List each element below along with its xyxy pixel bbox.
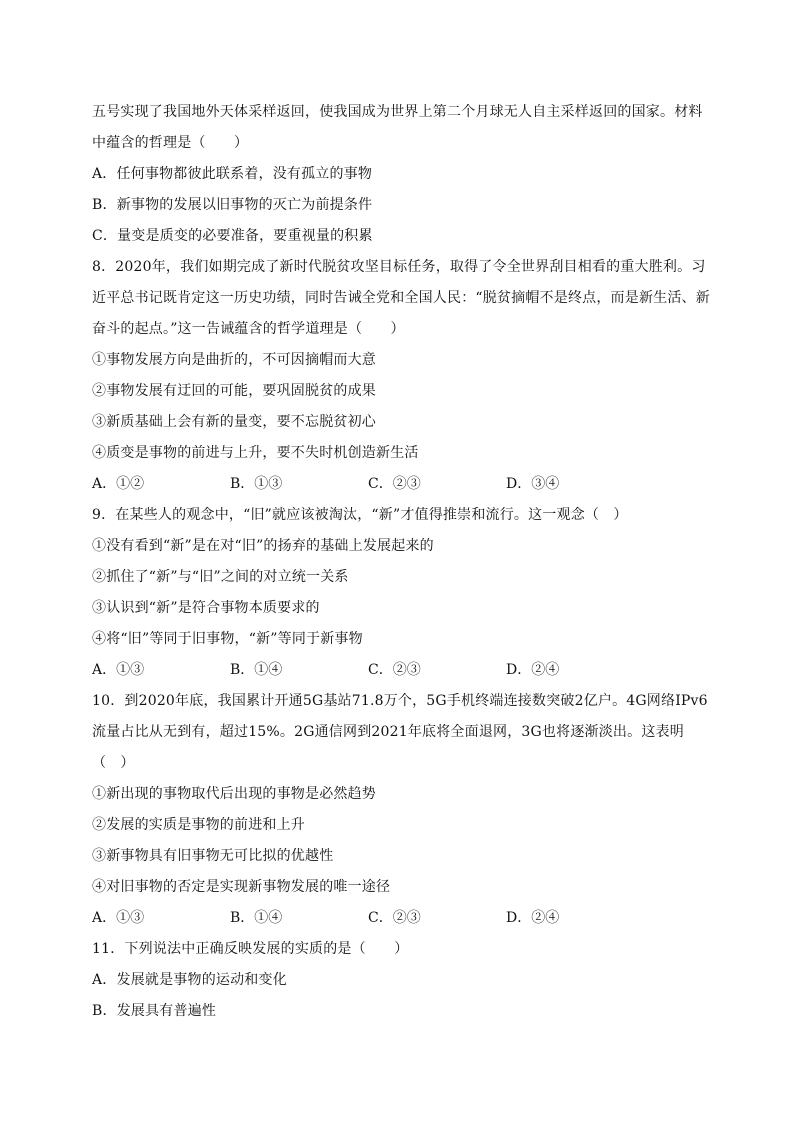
question-7-choice-a: A．任何事物都彼此联系着，没有孤立的事物 [92,166,373,182]
question-7-stem-line-2: 中蕴含的哲理是（ ） [92,135,249,151]
question-9-option-b: B．①④ [230,662,283,678]
question-9-option-c: C．②③ [368,662,421,678]
question-10-stem-line-1: 10．到2020年底，我国累计开通5G基站71.8万个，5G手机终端连接数突破2亿户。4G网络IPv6 [92,693,708,709]
question-8-statement-2: ②事物发展有迂回的可能，要巩固脱贫的成果 [92,383,376,399]
question-10 [92,686,712,934]
question-9-statement-2: ②抓住了“新”与“旧”之间的对立统一关系 [92,569,349,585]
question-9-statement-4: ④将“旧”等同于旧事物，“新”等同于新事物 [92,631,363,647]
question-8-option-a: A．①② [92,476,145,492]
question-8-option-c: C．②③ [368,476,421,492]
question-10-option-a: A．①③ [92,910,145,926]
question-10-statement-2: ②发展的实质是事物的前进和上升 [92,817,305,833]
question-10-option-c: C．②③ [368,910,421,926]
question-10-stem-line-3: （ ） [92,755,135,771]
question-8-statement-4: ④质变是事物的前进与上升，要不失时机创造新生活 [92,445,419,461]
question-7-choice-c: C．量变是质变的必要准备，要重视量的积累 [92,228,373,244]
question-11-choice-a: A．发展就是事物的运动和变化 [92,972,287,988]
question-8-options [92,469,712,500]
question-10-statement-1: ①新出现的事物取代后出现的事物是必然趋势 [92,786,376,802]
question-8-stem-line-2: 近平总书记既肯定这一历史功绩，同时告诫全党和全国人民：“脱贫摘帽不是终点，而是新生活、新 [92,290,710,306]
question-8-stem-line-3: 奋斗的起点。”这一告诫蕴含的哲学道理是（ ） [92,321,405,337]
question-7 [92,97,712,252]
question-9-option-a: A．①③ [92,662,145,678]
question-11-choice-b: B．发展具有普遍性 [92,1003,217,1019]
question-10-statement-4: ④对旧事物的否定是实现新事物发展的唯一途径 [92,879,391,895]
question-8-statement-3: ③新质基础上会有新的量变，要不忘脱贫初心 [92,414,376,430]
question-7-stem-line-1: 五号实现了我国地外天体采样返回，使我国成为世界上第二个月球无人自主采样返回的国家。材料 [92,104,703,120]
question-9-options [92,655,712,686]
question-8 [92,252,712,500]
question-list [92,97,712,1027]
question-10-statement-3: ③新事物具有旧事物无可比拟的优越性 [92,848,334,864]
question-9-option-d: D．②④ [506,662,560,678]
question-9 [92,500,712,686]
question-11-stem-line-1: 11．下列说法中正确反映发展的实质的是（ ） [92,941,409,957]
question-8-stem-line-1: 8．2020年，我们如期完成了新时代脱贫攻坚目标任务，取得了令全世界刮目相看的重大胜利。习 [92,259,706,275]
question-9-stem-line-1: 9．在某些人的观念中，“旧”就应该被淘汰，“新”才值得推崇和流行。这一观念（ ） [92,507,628,523]
question-9-statement-3: ③认识到“新”是符合事物本质要求的 [92,600,320,616]
question-8-option-b: B．①③ [230,476,283,492]
question-11 [92,934,712,1027]
question-10-stem-line-2: 流量占比从无到有，超过15%。2G通信网到2021年底将全面退网，3G也将逐渐淡出。这表明 [92,724,684,740]
question-10-option-d: D．②④ [506,910,560,926]
question-10-options [92,903,712,934]
question-9-statement-1: ①没有看到“新”是在对“旧”的扬弃的基础上发展起来的 [92,538,434,554]
question-10-option-b: B．①④ [230,910,283,926]
question-7-choice-b: B．新事物的发展以旧事物的灭亡为前提条件 [92,197,373,213]
question-8-statement-1: ①事物发展方向是曲折的，不可因摘帽而大意 [92,352,376,368]
question-8-option-d: D．③④ [506,476,560,492]
